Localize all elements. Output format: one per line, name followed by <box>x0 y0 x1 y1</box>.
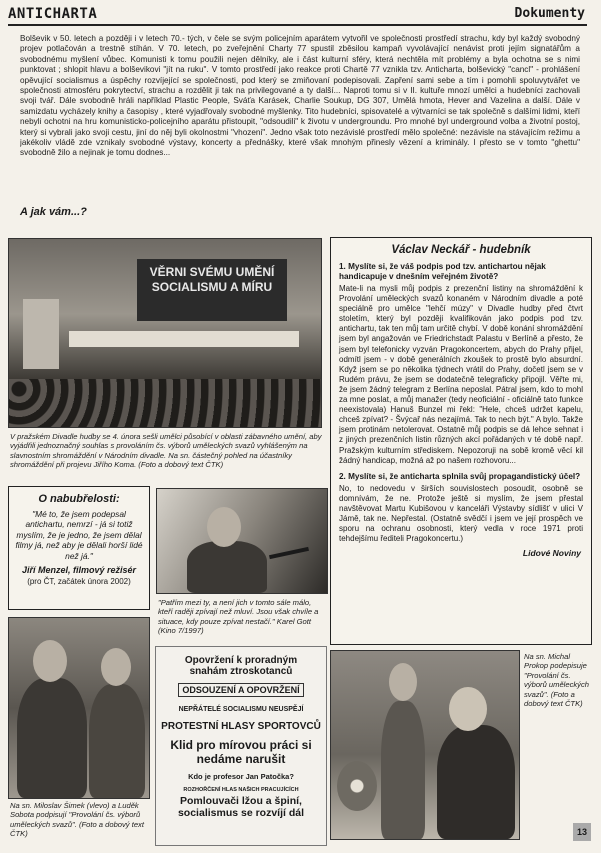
photo-microphone <box>269 547 309 559</box>
photo-congress-hall <box>8 238 322 428</box>
photo-karel-gott <box>156 488 328 594</box>
photo-singer-head <box>207 507 241 547</box>
photo-banner-text: VĚRNI SVÉMU UMĚNÍ SOCIALISMU A MÍRU <box>137 259 287 321</box>
menzel-quote-box <box>8 486 150 610</box>
clip-headline-9: Pomlouvači lžou a špiní, socialismus se rozvíjí dál <box>177 795 305 819</box>
clip-headline-3: ODSOUZENÍ A OPOVRŽENÍ <box>178 683 303 697</box>
header-rule <box>8 24 587 26</box>
quote-source: (pro ČT, začátek února 2002) <box>27 577 131 587</box>
neckar-question-2: 2. Myslíte si, že anticharta splnila svůj propagandistický účel? <box>339 471 581 481</box>
photo-man-right-head <box>101 648 131 686</box>
photo-michal-prokop <box>330 650 520 840</box>
photo-flowers <box>337 761 377 811</box>
neckar-answer-1: Mate-li na mysli můj podpis z prezenční listiny na shromáždění k Provolání uměleckých svazů konaném v Národním divadle a poté speciálně pro umělce "lehčí múzy" v Divadle hudby před čtvrt stoletím, který byl později kvalifikován jako podpis pod tzv. antichartu, tak ten můj tam určitě chybí. V době konání shromáždění jsem byl angažován ve Friedrichstadt Palastu v Berlíně a přesto, že jsem byl telefonicky vyzván Pragokoncertem, abych do Prahy přijel, odmítl jsem - v době generálních zkoušek to prostě bylo absurdní. Když jsem se po několika týdnech vrátil do Prahy, dočetl jsem se v Rudém právu, že jsem se dodatečně telegraficky připojil. Věřte mi, že jsem žádný telegram z Berlína neposlal. Pátral jsem, kdo to mohl za mne poslat, a můj manažer (tedy neoficiální - oficiálně tato funkce neexistovala) Hanuš Bunzel mi řekl: "Hele, chceš udržet kapelu, chceš zpívat? - Švýcař nás nezajímá. Tak to nech být." A bylo. Takže jsem protinám netolerovat. Ostatně můj podpis se dá lehce sehnat i z jiných prezenčních listin různých akcí pořádaných v té době např. Pražským kulturním střediskem. Nepozoruji na sobě kromě věcí kil žádný handicap, možná až po našem rozhovoru... <box>339 284 583 465</box>
photo-man-standing-head <box>389 663 417 701</box>
photo-man-right <box>89 684 145 798</box>
photo-man-seated <box>437 725 515 839</box>
photo-table <box>69 331 299 347</box>
photo-congress-caption: V pražském Divadle hudby se 4. února sešli umělci působící v oblasti zábavného umění, aby vyjádřili jednoznačný souhlas s provoláním čs. výborů uměleckých svazů vyhlášeným na slavnostním shromáždění v Národním divadle. Na sn. částečný pohled na účastníky shromáždění při projevu Jiřího Koma. (Foto a dobový text ČTK) <box>10 432 322 470</box>
photo-man-left-head <box>33 640 67 682</box>
clip-headline-1: Opovržení k proradným <box>184 655 298 666</box>
clip-headline-2: snahám ztroskotanců <box>189 666 293 677</box>
quote-author: Jiří Menzel, filmový režisér <box>21 565 137 576</box>
photo-simek-sobota <box>8 617 150 799</box>
photo-simek-caption: Na sn. Miloslav Šimek (vlevo) a Luděk Sobota podpisují "Provolání čs. výborů uměleckých svazů". (Foto a dobový text ČTK) <box>10 801 144 839</box>
quote-title: O nabubřelosti: <box>38 493 120 505</box>
category-label: Dokumenty <box>514 6 585 21</box>
photo-gott-caption: "Patřím mezi ty, a není jich v tomto sále málo, kteří raději zpívají než mluví. Jsou však chvíle a situace, kdy pouze zpívat nestačí." Karel Gott (Kino 7/1997) <box>158 598 319 636</box>
newspaper-clippings <box>155 646 327 846</box>
photo-prokop-caption: Na sn. Michal Prokop podepisuje "Provolání čs. výborů uměleckých svazů". (Foto a dobový text ČTK) <box>524 652 589 709</box>
neckar-source: Lidové Noviny <box>522 548 581 559</box>
photo-podium <box>23 299 59 369</box>
neckar-title: Václav Neckář - hudebník <box>391 244 531 256</box>
section-title: ANTICHARTA <box>8 6 98 22</box>
clip-headline-4: NEPŘÁTELÉ SOCIALISMU NEUSPĚJÍ <box>178 706 304 713</box>
neckar-answer-2: No, to nedovedu v širších souvislostech posoudit, osobně se domnívám, že ne. Protože ještě si myslím, že jsem přestal navštěvovat Martu Kubišovou v kanceláři Výstavby sídlišť v ulici V Jámě, tak ne. Nepřestal. (Ostatně svědčí i jsem ve její prospěch ve sporu na ochranu osobnosti, který vedla v roce 1971 proti tehdejšímu řediteli Pragokoncertu.) <box>339 483 583 544</box>
intro-text: Bolševik v 50. letech a později i v letech 70.- tých, v čele se svým policejním aparátem vytvořil ve společnosti prostředí strachu, kdy byl každý svobodný projev potlačován a trestně stíhán. V 70. letech, po zveřejnění Charty 77 spustil zběsilou kampaň vyvolávající nenávist proti jejím signatářům a svobodnému myšlení vůbec. Komunisti k tomu použili nejen dělníky, ale i část kulturní sféry, která nechtěla mít problémy a byla ochotna se s nimi punktovat ; shlopit hlavu a bolševikovi "jít na ruku". V tomto prostředí jako reakce proti Chartě 77 vznikla tzv. Anticharta, bolševický "cancl" - prohlášení opěvující socialismus a úspěchy rozvíjející se společnosti, pod který se zmiňovaní podepisovali. Zapření sami sebe a tím i pomohli spoluvytvářet ve společnosti atmosféru pokrytectví, strachu a rozdělit ji tak na privilegované a ty další... Naproti tomu si v II. kultuře mnozí umělci a hudebníci zachovali svoji tvář. Dále svobodně hráli například Plastic People, Sváťa Karásek, Charlie Soukup, DG 307, Umělá hmota, Hever and Vazelina a další. Dále v samizdatu vycházely knihy a časopisy , které vyjadřovaly svobodné myšlenky. Tito hudebníci, spisovatelé a výtvarníci se tak společně s dalšími lidmi, kteří nebyli ochotni na hru komunisticko-policejního aparátu přistoupit, "odsoudili" k životu v undergroundu. Pro mnohé byl underground volba a životní postoj, který si vybrali jako svoji cestu, jiní do něj byli okolnostmi "vhozeni". Jedno však toto nezávislé prostředí mělo společné: nezávisle na stávajícím režimu a jakékoliv vládě zde vznikaly svobodné výstavy, koncerty a přednášky, které však mnohým přinesly vězení a kriminály. I přesto se v tomto "ghettu" svobodně žilo a nejinak je tomu dodnes... <box>20 34 580 158</box>
subheading: A jak vám...? <box>20 206 87 218</box>
neckar-interview-box <box>330 237 592 645</box>
clip-headline-8: ROZHOŘČENÍ HLAS NAŠICH PRACUJÍCÍCH <box>183 787 299 793</box>
clip-headline-6: Klid pro mírovou práci si nedáme narušit <box>170 738 312 766</box>
neckar-question-1: 1. Myslíte si, že váš podpis pod tzv. antichartou nějak handicapuje v dnešním veřejném životě? <box>339 262 546 281</box>
quote-text: "Mé to, že jsem podepsal antichartu, nemrzí - já si totiž myslím, že je jedno, že jsem dělal filmy já, než aby je dělali horší lidé než já." <box>15 509 143 561</box>
clip-headline-5: PROTESTNÍ HLASY SPORTOVCŮ <box>161 721 321 732</box>
clip-headline-7: Kdo je profesor Jan Patočka? <box>188 772 294 781</box>
photo-audience <box>9 379 321 427</box>
page-number: 13 <box>573 823 591 841</box>
photo-singer-body <box>187 541 267 593</box>
photo-man-left <box>17 678 87 798</box>
photo-man-standing <box>381 701 425 839</box>
photo-man-seated-head <box>449 687 487 731</box>
